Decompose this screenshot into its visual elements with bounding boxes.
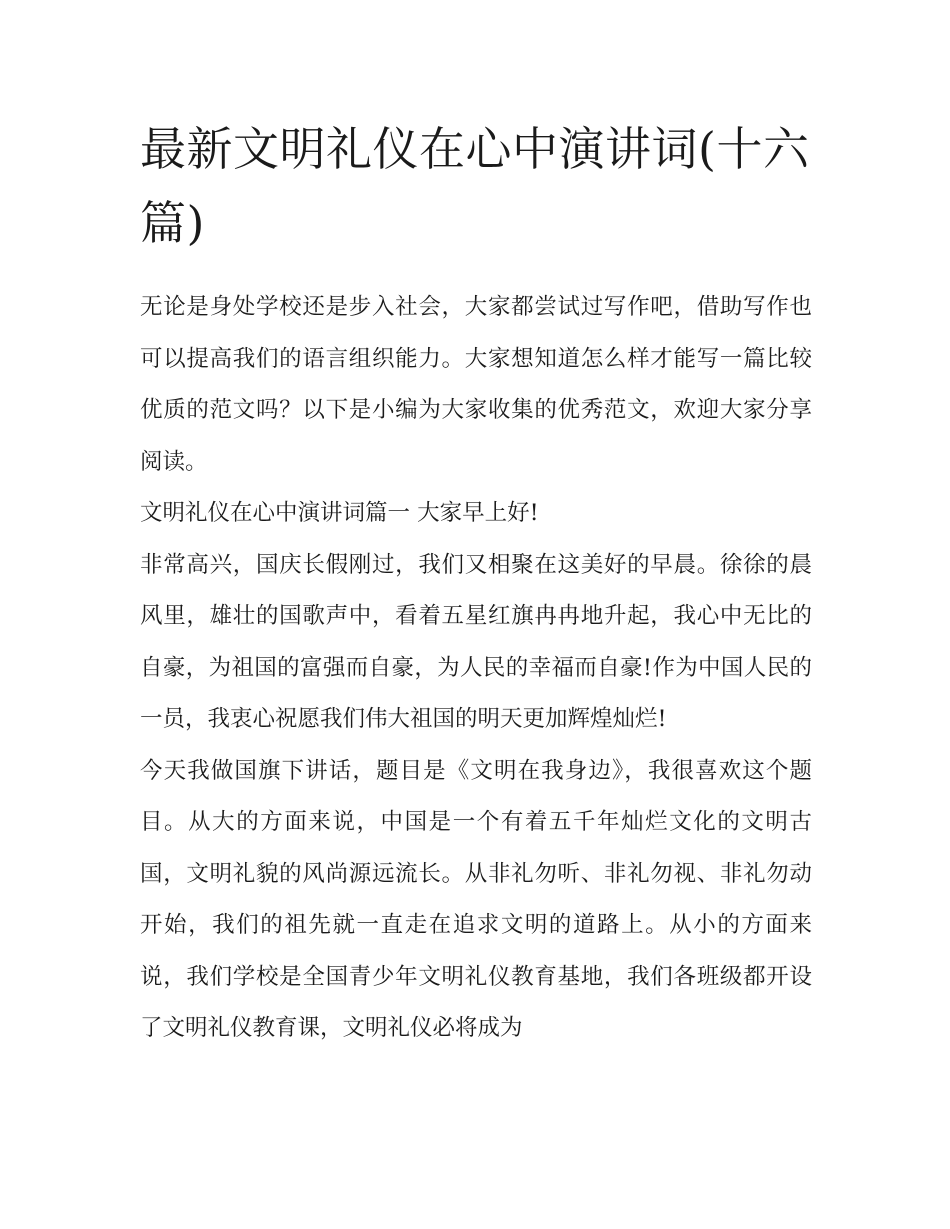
- body-paragraph-1: 非常高兴，国庆长假刚过，我们又相聚在这美好的早晨。徐徐的晨风里，雄壮的国歌声中，看着五星红旗冉冉地升起，我心中无比的自豪，为祖国的富强而自豪，为人民的幸福而自豪!作为中国人民的一员，我衷心祝愿我们伟大祖国的明天更加辉煌灿烂!: [140, 551, 812, 732]
- section-heading: 文明礼仪在心中演讲词篇一 大家早上好!: [140, 500, 539, 526]
- body-paragraph-2: 今天我做国旗下讲话，题目是《文明在我身边》，我很喜欢这个题目。从大的方面来说，中国是一个有着五千年灿烂文化的文明古国，文明礼貌的风尚源远流长。从非礼勿听、非礼勿视、非礼勿动开始，我们的祖先就一直走在追求文明的道路上。从小的方面来说，我们学校是全国青少年文明礼仪教育基地，我们各班级都开设了文明礼仪教育课，文明礼仪必将成为: [140, 757, 812, 1041]
- document-body: [140, 112, 812, 1055]
- document-title: 最新文明礼仪在心中演讲词(十六篇): [140, 122, 810, 250]
- intro-paragraph: 无论是身处学校还是步入社会，大家都尝试过写作吧，借助写作也可以提高我们的语言组织能力。大家想知道怎么样才能写一篇比较优质的范文吗？以下是小编为大家收集的优秀范文，欢迎大家分享阅读。: [140, 294, 812, 475]
